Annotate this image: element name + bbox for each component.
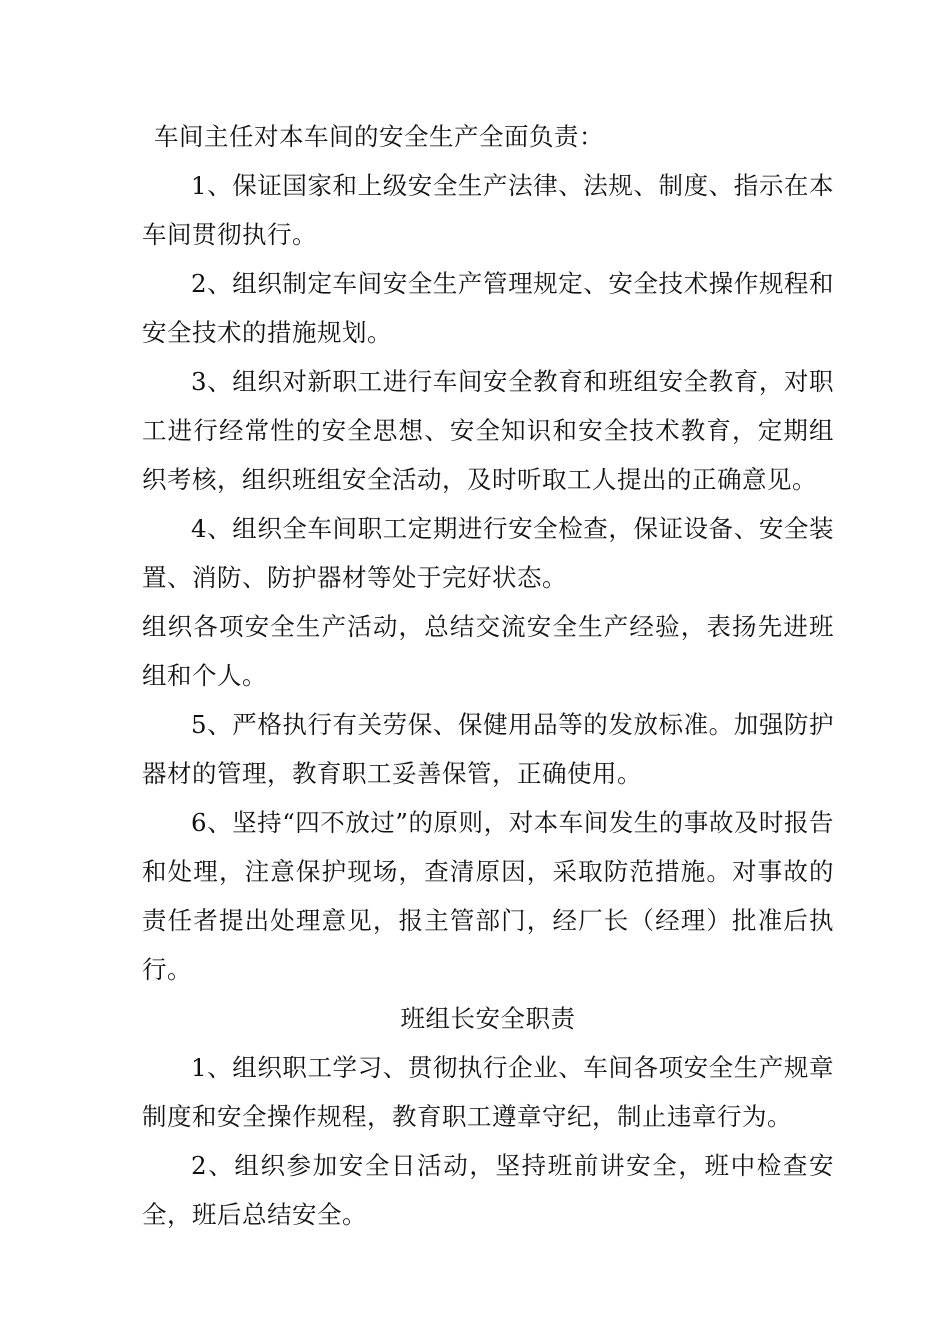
intro-paragraph: 车间主任对本车间的安全生产全面负责： <box>154 122 604 151</box>
document-body <box>142 112 834 1239</box>
unnumbered-item: 组织各项安全生产活动，总结交流安全生产经验，表扬先进班组和个人。 <box>142 612 834 690</box>
team-item-2: 2、组织参加安全日活动，坚持班前讲安全，班中检查安全，班后总结安全。 <box>142 1151 834 1229</box>
section-title: 班组长安全职责 <box>400 1004 576 1033</box>
workshop-item-2: 2、组织制定车间安全生产管理规定、安全技术操作规程和安全技术的措施规划。 <box>142 269 834 347</box>
workshop-item-6: 6、坚持“四不放过”的原则，对本车间发生的事故及时报告和处理，注意保护现场，查清原因，采取防范措施。对事故的责任者提出处理意见，报主管部门，经厂长（经理）批准后执行。 <box>142 808 834 984</box>
workshop-item-1: 1、保证国家和上级安全生产法律、法规、制度、指示在本车间贯彻执行。 <box>142 171 834 249</box>
workshop-item-5: 5、严格执行有关劳保、保健用品等的发放标准。加强防护器材的管理，教育职工妥善保管，正确使用。 <box>142 710 834 788</box>
workshop-item-3: 3、组织对新职工进行车间安全教育和班组安全教育，对职工进行经常性的安全思想、安全知识和安全技术教育，定期组织考核，组织班组安全活动，及时听取工人提出的正确意见。 <box>142 367 834 494</box>
workshop-item-4: 4、组织全车间职工定期进行安全检查，保证设备、安全装置、消防、防护器材等处于完好状态。 <box>142 514 834 592</box>
team-item-1: 1、组织职工学习、贯彻执行企业、车间各项安全生产规章制度和安全操作规程，教育职工遵章守纪，制止违章行为。 <box>142 1053 834 1131</box>
